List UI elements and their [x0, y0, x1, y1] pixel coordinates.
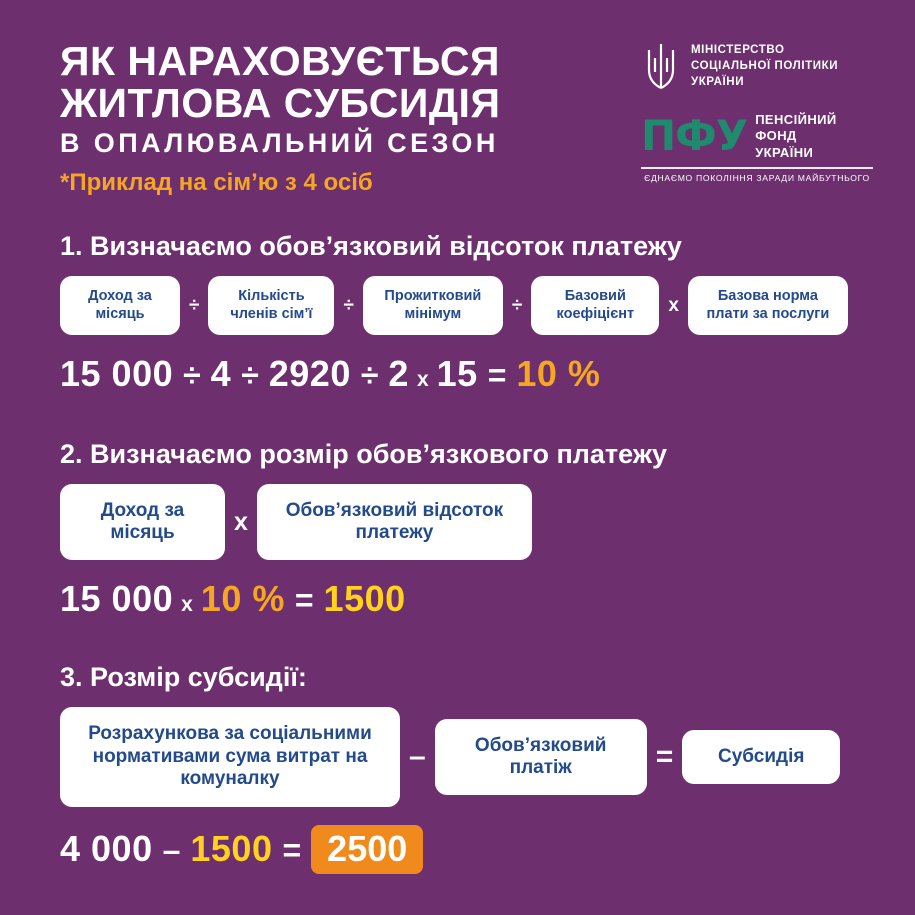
- page-subtitle: В ОПАЛЮВАЛЬНИЙ СЕЗОН: [60, 128, 499, 159]
- chip-calculated-utility-costs: Розрахункова за соціальними нормативами сума витрат на комуналку: [60, 707, 400, 806]
- ministry-name: [691, 43, 838, 91]
- chip-subsidy: Субсидія: [682, 730, 840, 784]
- page-note: *Приклад на сім’ю з 4 осіб: [60, 169, 373, 197]
- step-2-formula: [60, 578, 873, 620]
- pfu-line-1: ПЕНСІЙНИЙ: [755, 112, 837, 127]
- step-1-op-3: ÷: [360, 356, 379, 393]
- chip-income-per-month: Доход за місяць: [60, 276, 180, 334]
- pfu-divider: [641, 167, 873, 169]
- step-3-equals: =: [282, 831, 302, 868]
- step-1-value-d: 2: [388, 352, 409, 394]
- pfu-slogan: ЄДНАЄМО ПОКОЛІННЯ ЗАРАДИ МАЙБУТНЬОГО: [644, 172, 870, 183]
- step-2-chip-row: [60, 484, 873, 561]
- operator-divide-1: ÷: [189, 294, 200, 316]
- step-2-op-1: х: [181, 593, 193, 617]
- step-1-formula: [60, 353, 873, 395]
- step-1-result: 10 %: [516, 352, 601, 394]
- title-block: [60, 34, 500, 197]
- logo-group: [641, 34, 873, 183]
- step-1-chip-row: [60, 276, 873, 334]
- chip-income-per-month-2: Доход за місяць: [60, 484, 225, 561]
- step-3-result: 2500: [311, 825, 423, 875]
- operator-multiply-2: х: [234, 507, 248, 536]
- chip-base-payment-norm: Базова норма плати за послуги: [688, 276, 848, 334]
- step-2-result: 1500: [323, 578, 406, 620]
- pfu-name: [755, 112, 836, 161]
- page-title-line-1: ЯК НАРАХОВУЄТЬСЯ: [60, 38, 500, 84]
- step-3-chip-row: [60, 707, 873, 806]
- step-3-value-a: 4 000: [60, 827, 153, 869]
- pfu-mark: ПФУ: [641, 111, 748, 161]
- step-1-equals: =: [487, 356, 507, 393]
- tryzub-icon: [641, 40, 681, 94]
- step-1-op-2: ÷: [241, 356, 259, 393]
- chip-family-members: Кількість членів сім’ї: [208, 276, 334, 334]
- step-1-value-b: 4: [210, 352, 232, 394]
- step-1-op-1: ÷: [183, 356, 201, 393]
- ministry-logo: [641, 40, 873, 94]
- chip-base-coefficient: Базовий коефіцієнт: [531, 276, 659, 334]
- operator-minus-1: –: [409, 740, 426, 774]
- pfu-logo: [641, 112, 873, 183]
- step-3-title: 3. Розмір субсидії:: [60, 662, 307, 693]
- step-1-value-e: 15: [436, 352, 478, 394]
- step-1-value-a: 15 000: [60, 352, 174, 394]
- step-2-title: 2. Визначаємо розмір обов’язкового платежу: [60, 438, 667, 469]
- ministry-line-1: МІНІСТЕРСТВО: [691, 44, 785, 57]
- step-2-value-a: 15 000: [60, 578, 174, 620]
- chip-living-wage: Прожитковий мінімум: [363, 276, 503, 334]
- step-3-value-b: 1500: [190, 827, 273, 869]
- step-3-formula: [60, 825, 873, 875]
- step-1-op-4: х: [416, 367, 429, 391]
- operator-divide-3: ÷: [511, 294, 523, 316]
- operator-divide-2: ÷: [343, 294, 354, 316]
- step-2-equals: =: [294, 582, 314, 619]
- page-title-line-2: ЖИТЛОВА СУБСИДІЯ: [60, 80, 501, 127]
- pfu-logo-row: [641, 112, 873, 161]
- operator-multiply-1: х: [668, 294, 679, 316]
- chip-mandatory-payment: Обов’язковий платіж: [435, 719, 647, 796]
- pfu-line-2: ФОНД: [755, 128, 797, 144]
- step-2-value-b: 10 %: [200, 578, 285, 620]
- ministry-line-2: СОЦІАЛЬНОЇ ПОЛІТИКИ: [691, 60, 839, 73]
- ministry-line-3: УКРАЇНИ: [691, 75, 745, 88]
- header: [60, 34, 873, 197]
- step-1-value-c: 2920: [268, 352, 351, 394]
- step-3-op-1: –: [162, 831, 181, 868]
- pfu-line-3: УКРАЇНИ: [755, 144, 814, 160]
- step-1-title: 1. Визначаємо обов’язковий відсоток платежу: [60, 231, 682, 262]
- chip-mandatory-payment-percent: Обов’язковий відсоток платежу: [257, 484, 532, 561]
- operator-equals-1: =: [655, 740, 674, 774]
